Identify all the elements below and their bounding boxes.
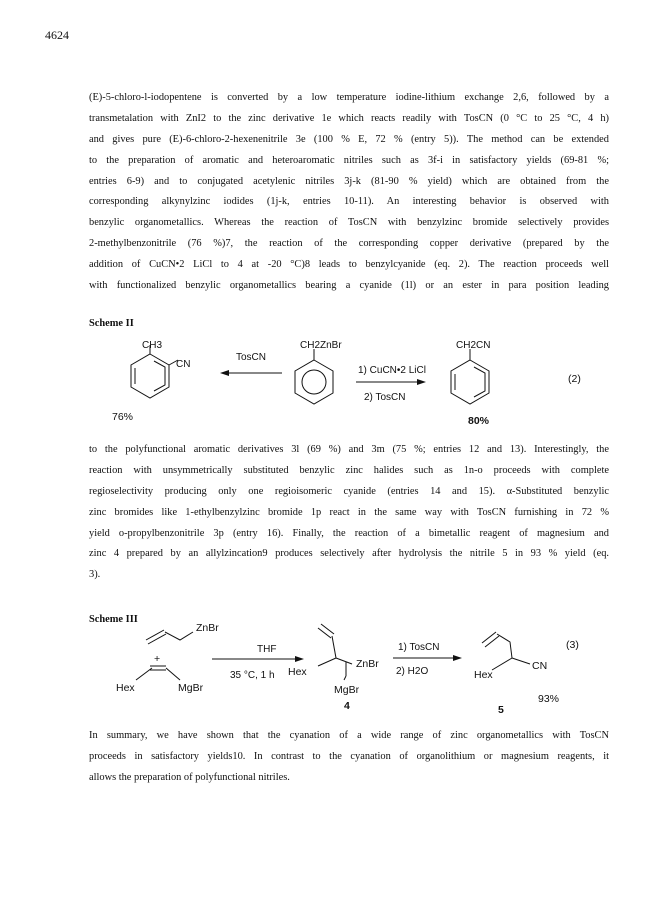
text-line: with functionalized benzylic organometallics bearing a cyanide (1l) or an ester in para position leading — [89, 280, 609, 292]
text-line: yield o-propylbenzonitrile 3p (entry 16). Finally, the reaction of a bimetallic reagent of magnesium and — [89, 527, 609, 539]
text-line: to the preparation of aromatic and heteroaromatic nitriles such as 3f-i in satisfactory yields (69-81 %; — [89, 154, 609, 166]
center-substituent-label: CH2ZnBr — [300, 340, 342, 351]
right-substituent-label: CH2CN — [456, 340, 491, 351]
text-line: transmetalation with ZnI2 to the zinc derivative 1e which reacts readily with TosCN (0 °C to 25 °C, 4 h) — [89, 112, 609, 124]
alkenyl-magnesium-structure — [136, 666, 180, 680]
text-line: zinc bromides like 1-ethylbenzylzinc bromide 1p react in the same way with TosCN furnishing in 72 % — [89, 506, 609, 518]
reagent-2-hex-label: Hex — [116, 682, 135, 694]
scheme-2-diagram — [0, 340, 672, 427]
left-arrow-label: TosCN — [236, 352, 267, 363]
allylzinc-structure — [146, 630, 193, 644]
text-line: (E)-5-chloro-l-iodopentene is converted by a low temperature iodine-lithium exchange 2,6, followed by a — [89, 92, 609, 103]
text-line: proceeds in satisfactory yields10. In contrast to the cyanation of organolithium or magnesium reagents, it — [89, 750, 609, 762]
text-line: 2-methylbenzonitrile (76 %)7, the reaction of the corresponding copper derivative (prepared by the — [89, 238, 609, 250]
page-number: 4624 — [45, 28, 69, 42]
text-line: 3). — [89, 569, 101, 581]
intermediate-znbr-label: ZnBr — [356, 658, 379, 670]
scheme-3-title: Scheme III — [89, 614, 138, 625]
compound-number-5: 5 — [498, 704, 504, 716]
scheme-2-title: Scheme II — [89, 318, 134, 329]
text-line: benzylic organometallics. Whereas the reaction of TosCN with benzylzinc bromide selectively provides — [89, 217, 609, 229]
arrow-1-solvent: THF — [257, 644, 277, 655]
text-line: corresponding alkynylzinc iodides (1j-k, entries 10-11). An interesting behavior is observed with — [89, 196, 609, 208]
product-5-structure — [482, 632, 530, 670]
right-arrow-step-2: 2) TosCN — [364, 392, 406, 403]
intermediate-hex-label: Hex — [288, 666, 307, 678]
text-line: and gives pure (E)-6-chloro-2-hexenenitrile 3e (100 % E, 72 % (entry 5)). The method can be extended — [89, 133, 609, 145]
right-yield: 80% — [468, 415, 490, 427]
text-line: reaction with unsymmetrically substituted benzylic zinc halides such as 1n-o proceeds with complete — [89, 464, 609, 476]
left-reaction-arrow — [220, 370, 282, 376]
text-line: addition of CuCN•2 LiCl to 4 at -20 °C)8 leads to benzylcyanide (eq. 2). The reaction proceeds well — [89, 259, 609, 271]
compound-number-4: 4 — [344, 700, 350, 712]
paragraph-3 — [89, 726, 609, 789]
scheme-3-diagram — [0, 618, 672, 718]
left-methyl-label: CH3 — [142, 340, 163, 351]
text-line: In summary, we have shown that the cyanation of a wide range of zinc organometallics with TosCN — [89, 730, 609, 741]
intermediate-4-structure — [318, 624, 352, 680]
product-cn-label: CN — [532, 660, 548, 672]
intermediate-mgbr-label: MgBr — [334, 684, 360, 696]
reagent-1-znbr-label: ZnBr — [196, 622, 219, 634]
right-arrow-step-1: 1) CuCN•2 LiCl — [358, 365, 426, 376]
benzene-ring-center — [295, 349, 333, 404]
product-yield: 93% — [538, 693, 560, 705]
benzene-ring-left — [131, 345, 178, 398]
reaction-arrow-1 — [212, 656, 304, 662]
arrow-1-conditions: 35 °C, 1 h — [230, 670, 275, 681]
paragraph-1 — [89, 88, 609, 297]
plus-sign: + — [154, 653, 161, 665]
paragraph-2 — [89, 440, 609, 586]
benzene-ring-right — [451, 349, 489, 404]
text-line: to the polyfunctional aromatic derivatives 3l (69 %) and 3m (75 %; entries 12 and 13). Interestingly, the — [89, 444, 609, 455]
text-line: zinc 4 prepared by an allylzincation9 produces selectively after hydrolysis the nitrile 5 in 93 % yield (eq. — [89, 548, 609, 560]
equation-number-3: (3) — [566, 639, 579, 651]
left-cyano-label: CN — [176, 359, 191, 370]
arrow-2-step-1: 1) TosCN — [398, 642, 440, 653]
right-reaction-arrow — [356, 379, 426, 385]
equation-number-2: (2) — [568, 373, 581, 385]
text-line: allows the preparation of polyfunctional nitriles. — [89, 771, 290, 783]
text-line: regioselectivity producing only one regioisomeric cyanide (entries 14 and 15). α-Substituted benzylic — [89, 485, 609, 497]
text-line: entries 6-9) and to conjugated acetylenic nitriles 3j-k (81-90 % yield) which are obtained from the — [89, 175, 609, 187]
product-hex-label: Hex — [474, 669, 493, 681]
reagent-2-mgbr-label: MgBr — [178, 682, 204, 694]
left-yield: 76% — [112, 411, 134, 423]
arrow-2-step-2: 2) H2O — [396, 666, 429, 677]
reaction-arrow-2 — [393, 655, 462, 661]
